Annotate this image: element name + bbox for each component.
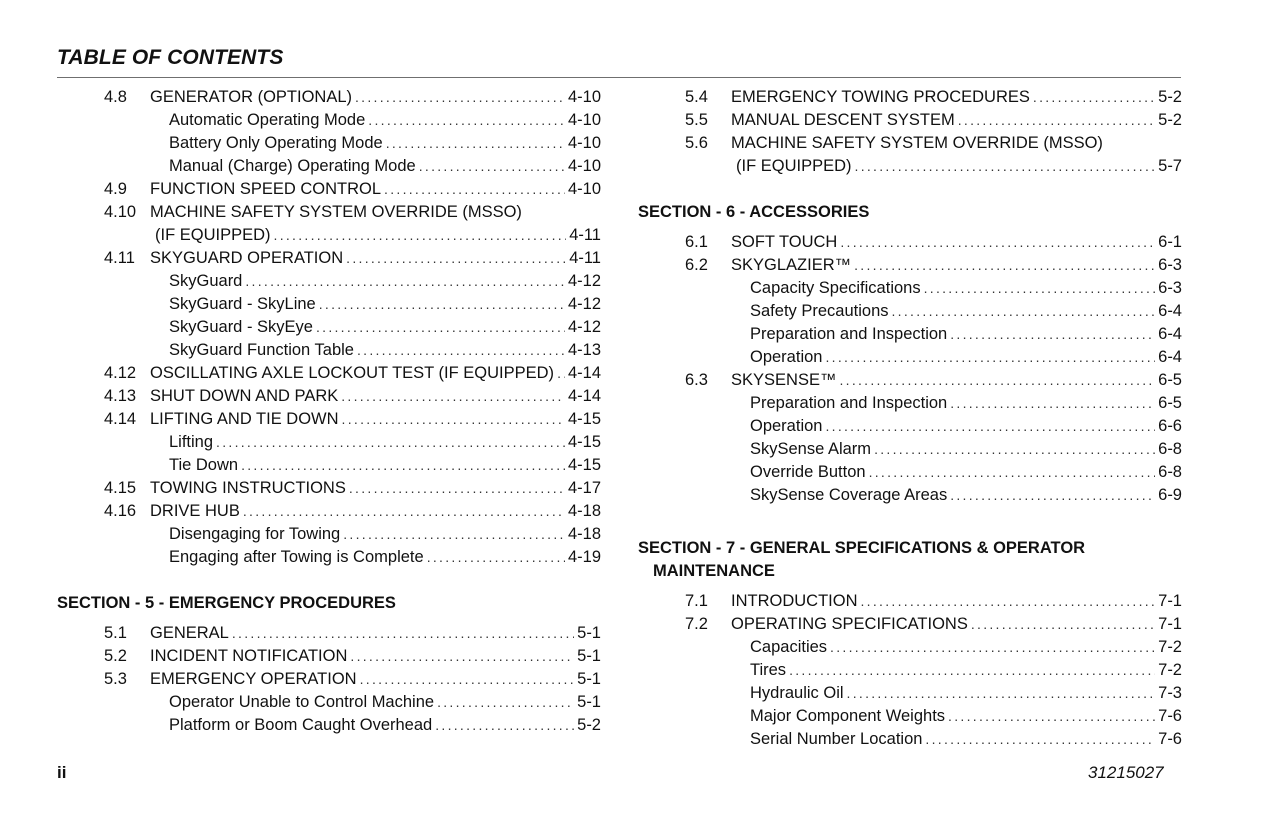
toc-entry-label: Capacities xyxy=(750,638,828,656)
section-5-heading: SECTION - 5 - EMERGENCY PROCEDURES xyxy=(57,594,396,612)
toc-entry-number: 4.14 xyxy=(104,410,137,428)
toc-entry-page: 6-9 xyxy=(1158,486,1182,504)
toc-entry[interactable] xyxy=(57,109,601,132)
toc-entry-page: 6-6 xyxy=(1158,417,1182,435)
toc-entry-number: 6.3 xyxy=(685,371,708,389)
dot-leader xyxy=(948,705,1155,728)
dot-leader xyxy=(971,613,1155,636)
dot-leader xyxy=(360,668,575,691)
toc-entry-page: 4-17 xyxy=(567,479,601,497)
toc-entry[interactable] xyxy=(638,415,1182,438)
toc-entry-label: DRIVE HUB xyxy=(150,502,240,520)
toc-entry[interactable] xyxy=(57,714,601,737)
toc-entry-page: 7-6 xyxy=(1158,707,1182,725)
dot-leader xyxy=(847,682,1156,705)
toc-entry-label: SKYGLAZIER™ xyxy=(731,256,852,274)
toc-entry-page: 4-10 xyxy=(567,111,601,129)
toc-entry-number: 6.2 xyxy=(685,256,708,274)
dot-leader xyxy=(825,346,1155,369)
section-7-heading-line1: SECTION - 7 - GENERAL SPECIFICATIONS & OPERATOR xyxy=(638,539,1086,557)
toc-entry-label: Lifting xyxy=(169,433,214,451)
toc-entry-label: Capacity Specifications xyxy=(750,279,921,297)
toc-entry-page: 7-2 xyxy=(1158,638,1182,656)
toc-entry-page: 4-12 xyxy=(567,318,601,336)
toc-entry[interactable] xyxy=(57,178,601,201)
toc-entry[interactable] xyxy=(638,590,1182,613)
toc-entry[interactable] xyxy=(638,659,1182,682)
toc-entry-label: Automatic Operating Mode xyxy=(169,111,366,129)
toc-entry[interactable] xyxy=(638,636,1182,659)
toc-entry-label: Preparation and Inspection xyxy=(750,325,948,343)
dot-leader xyxy=(874,438,1155,461)
toc-entry-page: 4-14 xyxy=(567,387,601,405)
toc-entry[interactable] xyxy=(57,523,601,546)
toc-entry-label: Engaging after Towing is Complete xyxy=(169,548,424,566)
dot-leader xyxy=(349,477,565,500)
toc-entry[interactable] xyxy=(57,224,601,247)
page-title: TABLE OF CONTENTS xyxy=(57,46,284,69)
toc-entry-label: TOWING INSTRUCTIONS xyxy=(150,479,346,497)
toc-entry-label: SkyGuard - SkyEye xyxy=(169,318,313,336)
toc-entry[interactable] xyxy=(57,431,601,454)
dot-leader xyxy=(892,300,1156,323)
toc-entry[interactable] xyxy=(638,484,1182,507)
toc-entry-page: 6-3 xyxy=(1158,279,1182,297)
toc-section-6-entries xyxy=(638,231,1182,507)
dot-leader xyxy=(924,277,1156,300)
toc-entry-label: SkyGuard xyxy=(169,272,243,290)
dot-leader xyxy=(830,636,1155,659)
toc-entry-label: MACHINE SAFETY SYSTEM OVERRIDE (MSSO) xyxy=(150,203,522,221)
toc-entry-page: 4-10 xyxy=(567,180,601,198)
toc-entry-page: 6-8 xyxy=(1158,440,1182,458)
toc-entry-page: 6-4 xyxy=(1158,302,1182,320)
toc-entry-page: 5-1 xyxy=(577,647,601,665)
document-number: 31215027 xyxy=(1088,763,1164,782)
dot-leader xyxy=(243,500,565,523)
toc-entry-page: 5-7 xyxy=(1158,157,1182,175)
toc-entry-label: Operation xyxy=(750,417,823,435)
dot-leader xyxy=(241,454,565,477)
toc-entry-page: 5-1 xyxy=(577,670,601,688)
toc-entry-number: 4.16 xyxy=(104,502,137,520)
dot-leader xyxy=(437,691,574,714)
toc-entry-label: SkyGuard - SkyLine xyxy=(169,295,316,313)
dot-leader xyxy=(869,461,1156,484)
toc-entry[interactable] xyxy=(57,408,601,431)
toc-section-5-entries xyxy=(57,622,601,737)
toc-entry-number: 5.3 xyxy=(104,670,127,688)
toc-entry-number: 5.6 xyxy=(685,134,708,152)
toc-entry-label: (IF EQUIPPED) xyxy=(155,226,271,244)
toc-entry-label: SkyGuard Function Table xyxy=(169,341,354,359)
toc-entry-page: 4-11 xyxy=(569,249,601,267)
toc-left-entries xyxy=(57,86,601,569)
toc-entry-page: 4-10 xyxy=(567,134,601,152)
toc-entry[interactable] xyxy=(57,454,601,477)
toc-entry[interactable] xyxy=(638,300,1182,323)
toc-entry-label: EMERGENCY OPERATION xyxy=(150,670,357,688)
toc-entry-label: Hydraulic Oil xyxy=(750,684,844,702)
toc-entry[interactable] xyxy=(57,293,601,316)
toc-entry[interactable] xyxy=(57,622,601,645)
toc-entry-page: 5-2 xyxy=(1158,111,1182,129)
toc-entry[interactable] xyxy=(638,277,1182,300)
toc-entry[interactable] xyxy=(57,247,601,270)
toc-entry-page: 4-15 xyxy=(567,433,601,451)
toc-entry-page: 6-8 xyxy=(1158,463,1182,481)
toc-entry-page: 7-6 xyxy=(1158,730,1182,748)
dot-leader xyxy=(245,270,565,293)
toc-entry[interactable] xyxy=(638,682,1182,705)
toc-entry-label: Manual (Charge) Operating Mode xyxy=(169,157,416,175)
toc-entry-page: 4-10 xyxy=(567,157,601,175)
toc-entry-label: FUNCTION SPEED CONTROL xyxy=(150,180,382,198)
toc-entry[interactable] xyxy=(638,86,1182,109)
dot-leader xyxy=(342,408,565,431)
toc-entry-page: 4-15 xyxy=(567,456,601,474)
toc-entry-label: Tie Down xyxy=(169,456,239,474)
toc-entry[interactable] xyxy=(638,155,1182,178)
toc-entry-page: 6-3 xyxy=(1158,256,1182,274)
toc-entry[interactable] xyxy=(638,132,1182,155)
dot-leader xyxy=(557,362,565,385)
toc-entry-page: 4-18 xyxy=(567,502,601,520)
toc-entry-label: INCIDENT NOTIFICATION xyxy=(150,647,348,665)
toc-entry-label: Platform or Boom Caught Overhead xyxy=(169,716,433,734)
toc-entry-number: 7.1 xyxy=(685,592,708,610)
dot-leader xyxy=(925,728,1155,751)
toc-entry-page: 4-14 xyxy=(567,364,601,382)
toc-entry[interactable] xyxy=(57,155,601,178)
dot-leader xyxy=(355,86,565,109)
dot-leader xyxy=(950,392,1155,415)
toc-entry-page: 4-13 xyxy=(567,341,601,359)
toc-entry-number: 4.15 xyxy=(104,479,137,497)
toc-entry-number: 4.8 xyxy=(104,88,127,106)
toc-entry-label: GENERATOR (OPTIONAL) xyxy=(150,88,352,106)
toc-entry[interactable] xyxy=(57,270,601,293)
toc-entry[interactable] xyxy=(57,477,601,500)
dot-leader xyxy=(368,109,565,132)
toc-entry-number: 5.2 xyxy=(104,647,127,665)
dot-leader xyxy=(825,415,1155,438)
toc-entry-page: 6-1 xyxy=(1158,233,1182,251)
toc-entry[interactable] xyxy=(638,438,1182,461)
dot-leader xyxy=(316,316,565,339)
dot-leader xyxy=(346,247,566,270)
toc-entry-label: Disengaging for Towing xyxy=(169,525,341,543)
dot-leader xyxy=(839,369,1155,392)
toc-entry-label: Operator Unable to Control Machine xyxy=(169,693,435,711)
toc-entry-page: 4-18 xyxy=(567,525,601,543)
toc-entry-label: INTRODUCTION xyxy=(731,592,858,610)
dot-leader xyxy=(384,178,565,201)
toc-entry-number: 5.1 xyxy=(104,624,127,642)
toc-entry-number: 7.2 xyxy=(685,615,708,633)
toc-entry-page: 4-12 xyxy=(567,295,601,313)
toc-entry-page: 7-2 xyxy=(1158,661,1182,679)
dot-leader xyxy=(274,224,567,247)
toc-entry-label: MACHINE SAFETY SYSTEM OVERRIDE (MSSO) xyxy=(731,134,1103,152)
toc-entry-number: 5.5 xyxy=(685,111,708,129)
toc-entry-label: LIFTING AND TIE DOWN xyxy=(150,410,339,428)
toc-entry[interactable] xyxy=(57,201,601,224)
toc-entry[interactable] xyxy=(638,231,1182,254)
header-rule xyxy=(57,77,1181,78)
toc-entry-label: Safety Precautions xyxy=(750,302,889,320)
toc-entry-page: 7-1 xyxy=(1158,592,1182,610)
toc-entry[interactable] xyxy=(57,362,601,385)
toc-entry-number: 4.13 xyxy=(104,387,137,405)
toc-entry-label: Preparation and Inspection xyxy=(750,394,948,412)
toc-entry[interactable] xyxy=(57,500,601,523)
toc-entry-label: SkySense Alarm xyxy=(750,440,872,458)
dot-leader xyxy=(357,339,565,362)
dot-leader xyxy=(216,431,565,454)
toc-entry[interactable] xyxy=(57,132,601,155)
toc-entry[interactable] xyxy=(638,109,1182,132)
dot-leader xyxy=(427,546,565,569)
toc-entry-page: 4-15 xyxy=(567,410,601,428)
dot-leader xyxy=(350,645,574,668)
dot-leader xyxy=(435,714,574,737)
toc-entry[interactable] xyxy=(638,461,1182,484)
dot-leader xyxy=(854,254,1155,277)
toc-entry[interactable] xyxy=(57,645,601,668)
dot-leader xyxy=(789,659,1155,682)
toc-entry-label: Operation xyxy=(750,348,823,366)
toc-entry[interactable] xyxy=(638,705,1182,728)
toc-entry-number: 4.9 xyxy=(104,180,127,198)
toc-entry-label: OSCILLATING AXLE LOCKOUT TEST (IF EQUIPPED) xyxy=(150,364,555,382)
toc-entry-page: 7-1 xyxy=(1158,615,1182,633)
dot-leader xyxy=(950,484,1155,507)
toc-entry[interactable] xyxy=(638,613,1182,636)
toc-entry-label: MANUAL DESCENT SYSTEM xyxy=(731,111,955,129)
toc-entry-label: SKYGUARD OPERATION xyxy=(150,249,344,267)
toc-entry[interactable] xyxy=(638,323,1182,346)
dot-leader xyxy=(319,293,565,316)
toc-entry[interactable] xyxy=(57,86,601,109)
dot-leader xyxy=(386,132,565,155)
toc-entry-label: SkySense Coverage Areas xyxy=(750,486,948,504)
toc-entry-page: 6-4 xyxy=(1158,348,1182,366)
toc-entry-page: 4-10 xyxy=(567,88,601,106)
toc-entry[interactable] xyxy=(57,385,601,408)
toc-entry-label: SHUT DOWN AND PARK xyxy=(150,387,339,405)
toc-entry-label: Override Button xyxy=(750,463,866,481)
toc-entry-label: Major Component Weights xyxy=(750,707,946,725)
section-7-heading xyxy=(638,537,1182,583)
toc-entry[interactable] xyxy=(638,254,1182,277)
dot-leader xyxy=(861,590,1156,613)
toc-entry-number: 4.11 xyxy=(104,249,135,267)
toc-left-column xyxy=(57,86,601,737)
toc-entry-page: 4-11 xyxy=(569,226,601,244)
toc-right-column xyxy=(638,86,1182,751)
dot-leader xyxy=(958,109,1155,132)
dot-leader xyxy=(341,385,565,408)
dot-leader xyxy=(1033,86,1155,109)
toc-entry-number: 4.12 xyxy=(104,364,137,382)
dot-leader xyxy=(840,231,1155,254)
toc-entry[interactable] xyxy=(638,728,1182,751)
dot-leader xyxy=(950,323,1155,346)
toc-entry-number: 4.10 xyxy=(104,203,137,221)
dot-leader xyxy=(343,523,565,546)
toc-entry-label: Serial Number Location xyxy=(750,730,923,748)
dot-leader xyxy=(419,155,565,178)
toc-entry-page: 6-5 xyxy=(1158,371,1182,389)
toc-entry-page: 4-19 xyxy=(567,548,601,566)
toc-entry-page: 5-2 xyxy=(1158,88,1182,106)
toc-entry-label: Battery Only Operating Mode xyxy=(169,134,383,152)
dot-leader xyxy=(855,155,1156,178)
toc-section-7-entries xyxy=(638,590,1182,751)
section-6-heading: SECTION - 6 - ACCESSORIES xyxy=(638,203,870,221)
toc-entry[interactable] xyxy=(638,346,1182,369)
toc-entry[interactable] xyxy=(638,369,1182,392)
section-7-heading-line2: MAINTENANCE xyxy=(653,562,775,580)
dot-leader xyxy=(232,622,574,645)
toc-entry[interactable] xyxy=(57,546,601,569)
toc-entry[interactable] xyxy=(57,691,601,714)
toc-entry-number: 6.1 xyxy=(685,233,708,251)
toc-entry-label: SOFT TOUCH xyxy=(731,233,838,251)
toc-entry[interactable] xyxy=(57,316,601,339)
toc-entry-label: (IF EQUIPPED) xyxy=(736,157,852,175)
toc-entry[interactable] xyxy=(57,668,601,691)
toc-entry-number: 5.4 xyxy=(685,88,708,106)
toc-entry-page: 6-5 xyxy=(1158,394,1182,412)
toc-entry[interactable] xyxy=(57,339,601,362)
page-number: ii xyxy=(57,763,67,782)
toc-entry-page: 6-4 xyxy=(1158,325,1182,343)
toc-right-entries xyxy=(638,86,1182,178)
toc-entry[interactable] xyxy=(638,392,1182,415)
toc-entry-page: 5-1 xyxy=(577,624,601,642)
toc-entry-label: EMERGENCY TOWING PROCEDURES xyxy=(731,88,1030,106)
toc-entry-label: Tires xyxy=(750,661,787,679)
toc-entry-page: 7-3 xyxy=(1158,684,1182,702)
toc-entry-label: OPERATING SPECIFICATIONS xyxy=(731,615,968,633)
toc-entry-page: 5-2 xyxy=(577,716,601,734)
toc-entry-label: GENERAL xyxy=(150,624,229,642)
toc-entry-page: 4-12 xyxy=(567,272,601,290)
toc-entry-page: 5-1 xyxy=(577,693,601,711)
toc-entry-label: SKYSENSE™ xyxy=(731,371,837,389)
